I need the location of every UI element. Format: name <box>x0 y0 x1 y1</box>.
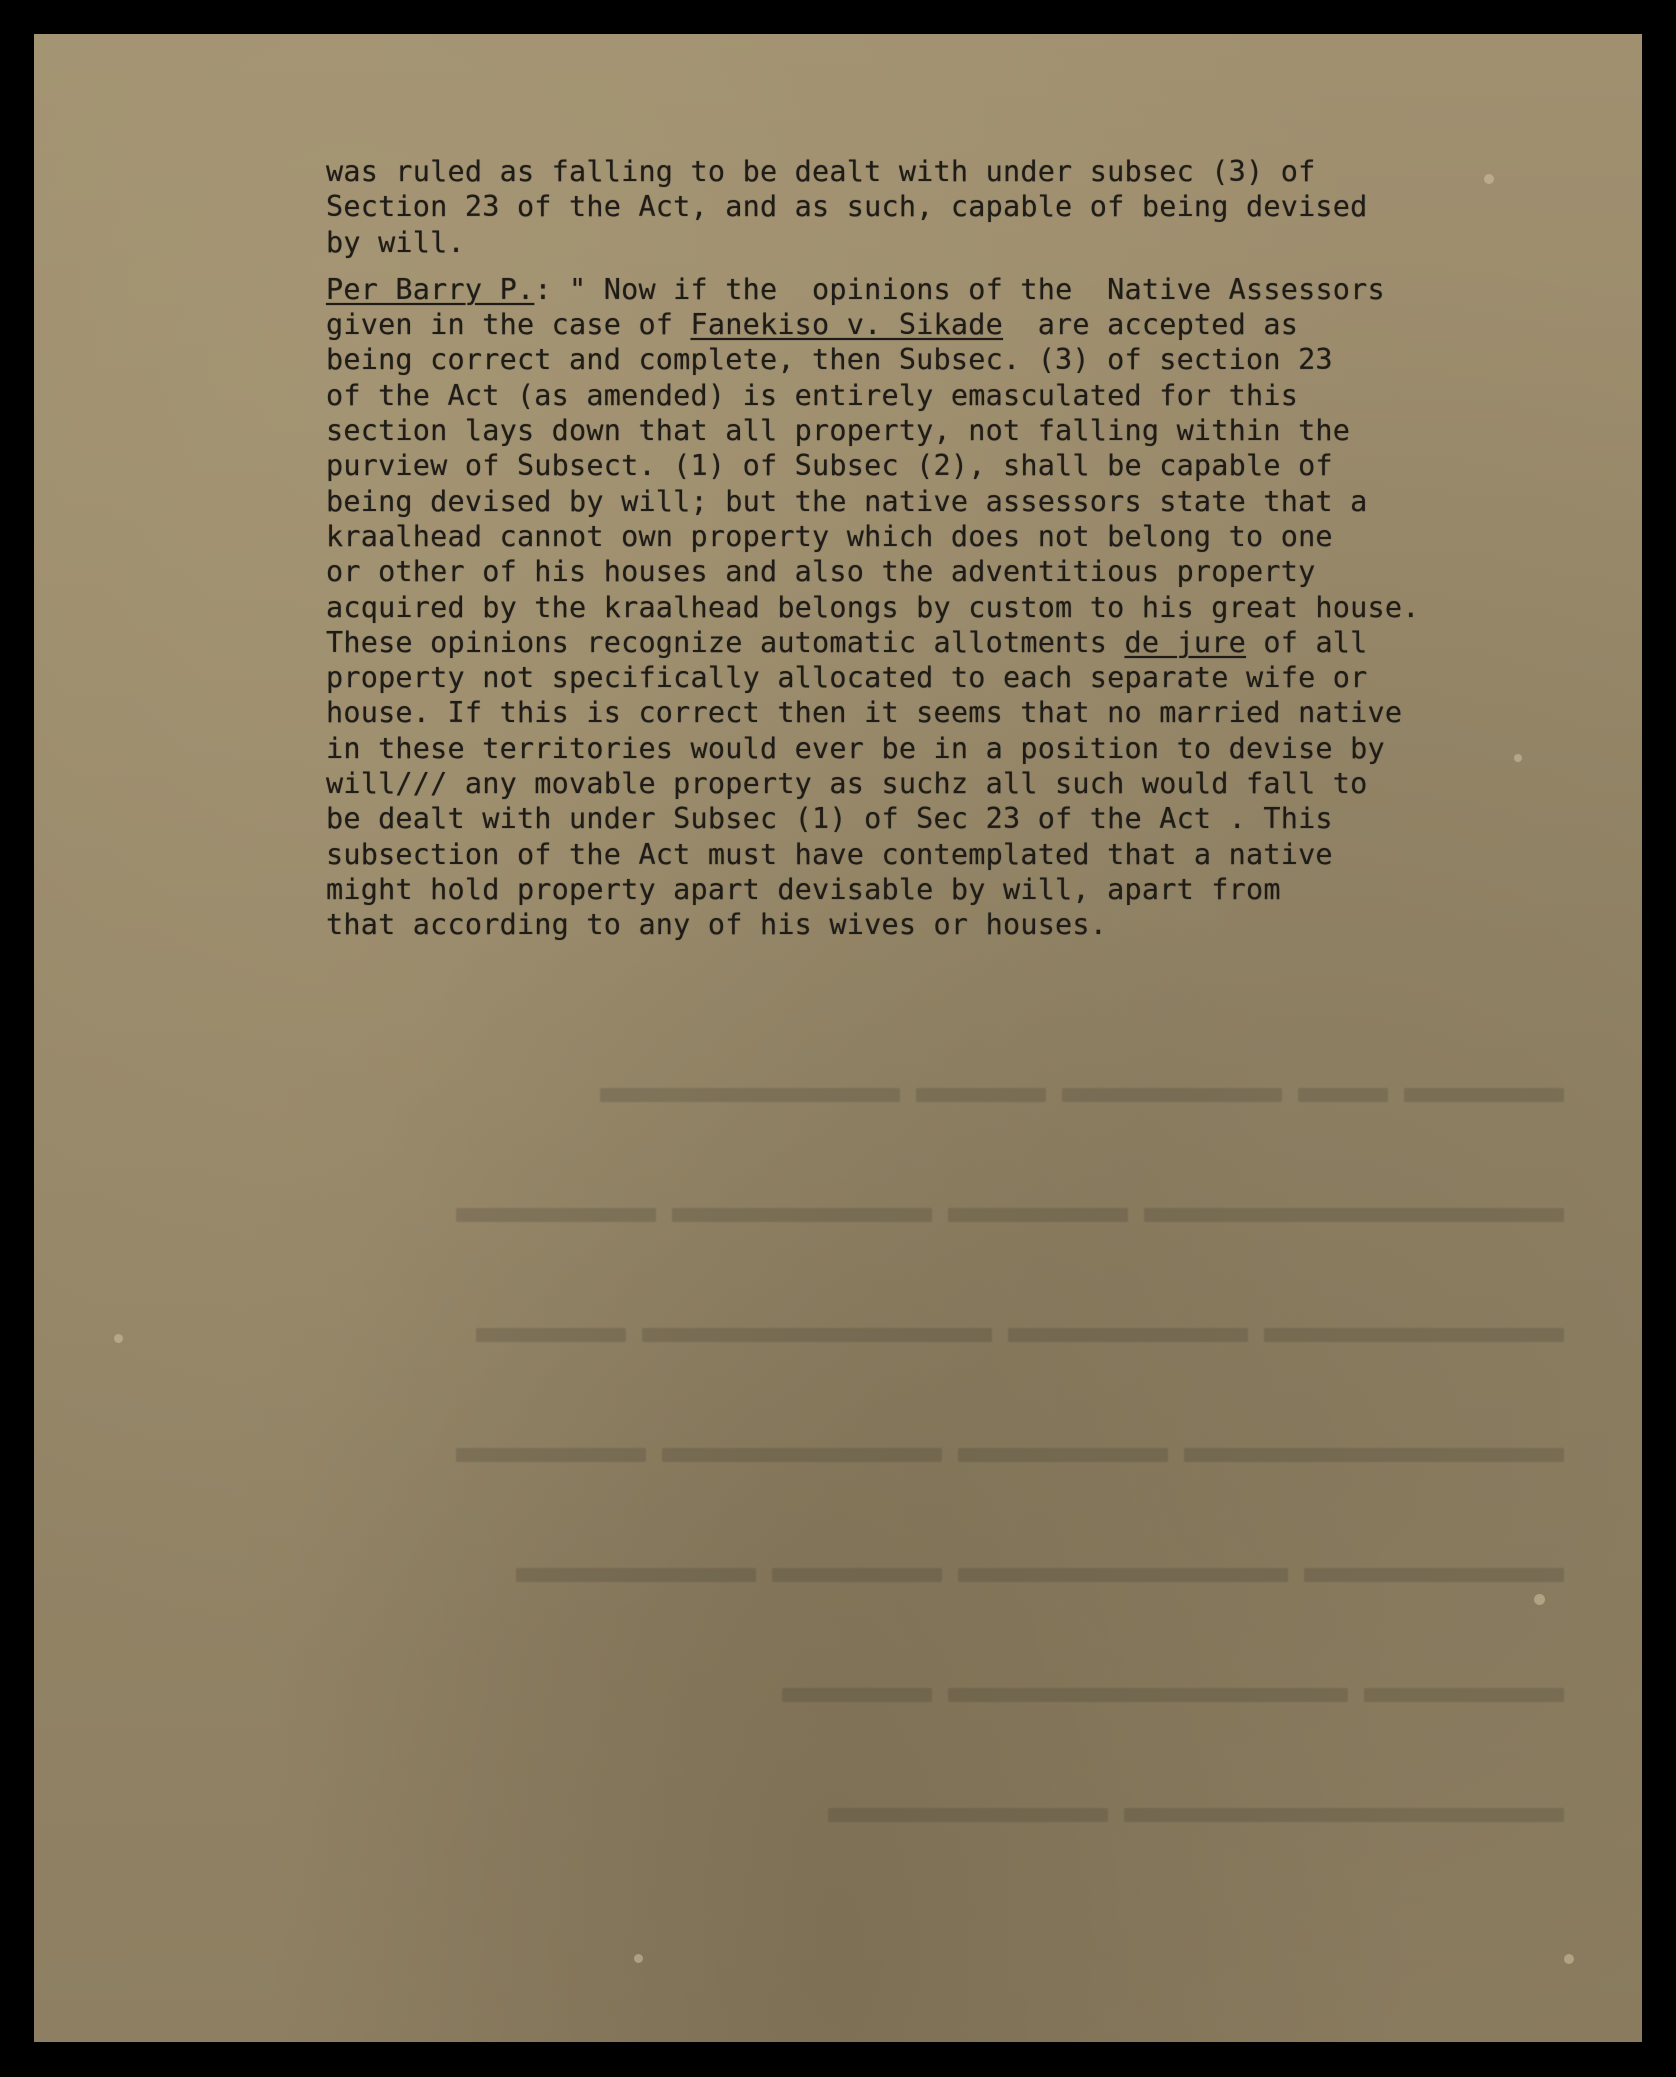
text-line: acquired by the kraalhead belongs by custom to his great house. <box>326 590 1420 624</box>
text-line: of the Act (as amended) is entirely emasculated for this <box>326 378 1299 412</box>
text-line: kraalhead cannot own property which does not belong to one <box>326 519 1333 553</box>
text-line: purview of Subsect. (1) of Subsec (2), shall be capable of <box>326 449 1333 483</box>
paper-speck <box>1534 1594 1545 1605</box>
document-page <box>34 34 1642 2042</box>
text-segment: These opinions recognize automatic allotments <box>326 625 1125 659</box>
paper-speck <box>1564 1954 1574 1964</box>
text-line: was ruled as falling to be dealt with under subsec (3) of <box>326 155 1316 188</box>
text-line <box>326 272 1626 307</box>
text-line: property not specifically allocated to each separate wife or <box>326 661 1368 695</box>
text-line: be dealt with under Subsec (1) of Sec 23 of the Act . This <box>326 802 1333 836</box>
latin-term: de jure <box>1124 625 1247 659</box>
text-line: by will. <box>326 225 465 259</box>
text-line: being devised by will; but the native assessors state that a <box>326 484 1368 518</box>
text-segment: are accepted as <box>1002 308 1299 342</box>
text-line <box>326 307 1626 342</box>
text-line: might hold property apart devisable by will, apart from <box>326 872 1281 906</box>
text-line: that according to any of his wives or houses. <box>326 908 1108 942</box>
text-line: will/// any movable property as suchz all such would fall to <box>326 767 1368 801</box>
text-line: subsection of the Act must have contemplated that a native <box>326 837 1333 871</box>
paper-speck <box>634 1954 643 1963</box>
text-line: or other of his houses and also the adventitious property <box>326 555 1316 589</box>
judge-name: Per Barry P. <box>326 272 535 306</box>
typed-text-block <box>326 154 1626 943</box>
text-line: section lays down that all property, not falling within the <box>326 414 1351 448</box>
text-line: being correct and complete, then Subsec. (3) of section 23 <box>326 343 1333 377</box>
bleed-through-text <box>164 994 1564 2042</box>
text-line <box>326 625 1626 660</box>
text-line: in these territories would ever be in a position to devise by <box>326 731 1385 765</box>
text-line: Section 23 of the Act, and as such, capable of being devised <box>326 190 1368 224</box>
text-segment: of all <box>1246 625 1368 659</box>
paper-speck <box>114 1334 123 1343</box>
text-segment: given in the case of <box>326 308 691 342</box>
quote-start: : " Now if the opinions of the Native Assessors <box>534 272 1385 306</box>
case-name: Fanekiso v. Sikade <box>690 308 1003 342</box>
text-line: house. If this is correct then it seems that no married native <box>326 696 1403 730</box>
